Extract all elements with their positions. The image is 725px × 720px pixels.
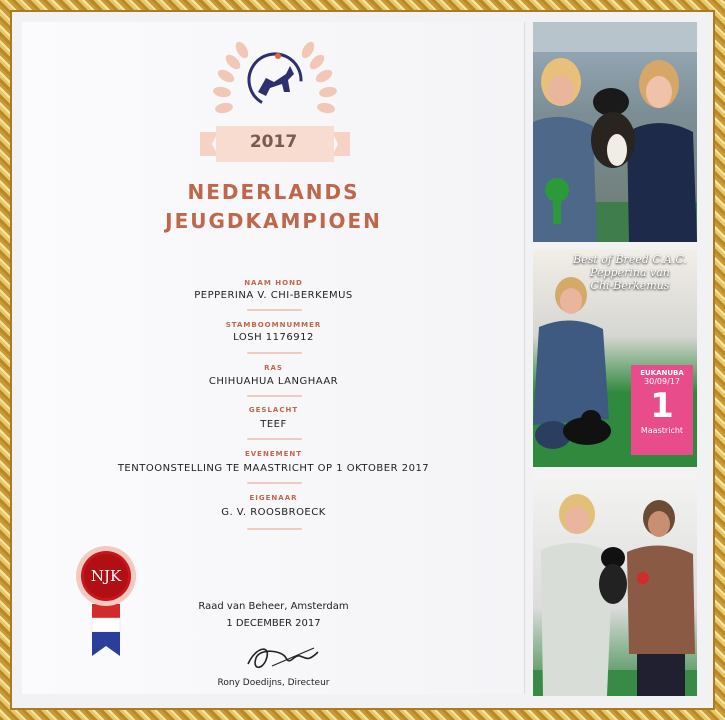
card-brand: EUKANUBA: [640, 369, 684, 377]
field-value: TENTOONSTELLING TE MAASTRICHT OP 1 OKTOBER 2017: [117, 463, 430, 474]
title-line-2: JEUGDKAMPIOEN: [165, 209, 382, 233]
photo-caption: [563, 253, 697, 292]
certificate: [22, 22, 525, 694]
njk-rosette: [74, 542, 138, 682]
issuer: Raad van Beheer, Amsterdam: [198, 601, 349, 612]
divider: [247, 395, 302, 397]
photo-judge-with-dog: [533, 474, 697, 696]
rosette-icon: [74, 542, 138, 682]
caption-line-1: Best of Breed C.A.C.: [573, 253, 687, 266]
signatory: Rony Doedijns, Directeur: [217, 678, 330, 688]
photo-1-illustration: [533, 22, 697, 242]
divider: [247, 528, 302, 530]
field-value: G. V. ROOSBROECK: [221, 507, 326, 518]
photo-owners-with-dog: [533, 22, 697, 242]
signature-icon: [242, 636, 322, 676]
photo-3-illustration: [533, 474, 697, 696]
field-label: GESLACHT: [248, 406, 299, 414]
divider: [247, 482, 302, 484]
field-value: LOSH 1176912: [233, 332, 314, 343]
divider: [247, 309, 302, 311]
show-card: [631, 365, 693, 455]
field-value: TEEF: [260, 419, 287, 430]
caption-line-2: Pepperina van: [590, 266, 670, 279]
card-number: 1: [650, 386, 674, 426]
field-value: CHIHUAHUA LANGHAAR: [208, 376, 339, 387]
card-date: 30/09/17: [644, 377, 680, 386]
field-label: NAAM HOND: [244, 279, 303, 287]
divider: [247, 352, 302, 354]
certificate-year: 2017: [249, 132, 298, 152]
field-label: STAMBOOMNUMMER: [225, 321, 322, 329]
divider: [247, 438, 302, 440]
field-label: EVENEMENT: [244, 450, 302, 458]
card-city: Maastricht: [640, 426, 684, 435]
field-value: PEPPERINA V. CHI-BERKEMUS: [194, 290, 353, 301]
title-line-1: NEDERLANDS: [187, 180, 360, 204]
issue-date: 1 DECEMBER 2017: [226, 618, 321, 629]
caption-line-3: Chi-Berkemus: [590, 279, 670, 292]
field-label: EIGENAAR: [249, 494, 298, 502]
field-label: RAS: [264, 364, 283, 372]
rosette-text: NJK: [90, 567, 122, 585]
photo-best-of-breed: [533, 249, 697, 467]
